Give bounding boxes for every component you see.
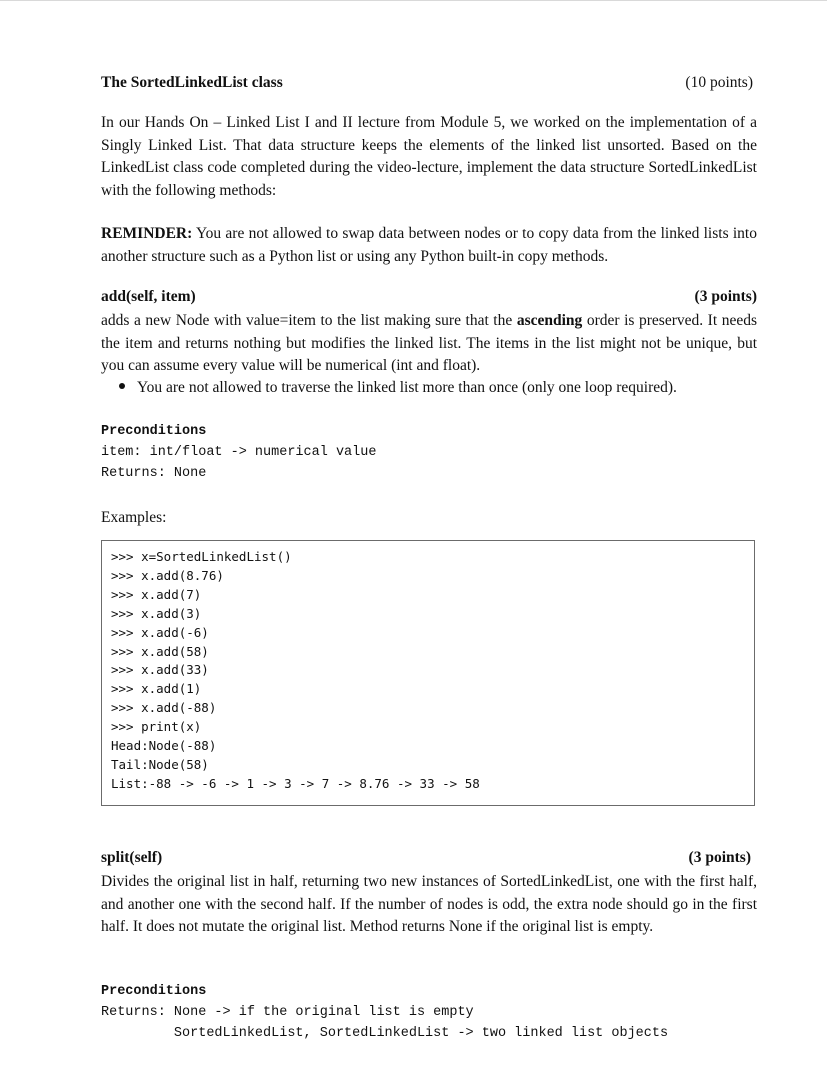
section-header: [101, 74, 757, 92]
code-line: >>> x=SortedLinkedList(): [111, 549, 292, 564]
code-example-box: [101, 540, 755, 806]
split-preconditions-title: Preconditions: [101, 984, 207, 999]
code-line: List:-88 -> -6 -> 1 -> 3 -> 7 -> 8.76 -> 33 -> 58: [111, 775, 480, 791]
add-preconditions: [101, 421, 757, 484]
section-points: (10 points): [685, 74, 753, 91]
reminder-paragraph: [101, 223, 757, 268]
add-description: [101, 310, 757, 378]
code-line: >>> x.add(33): [111, 662, 209, 678]
code-line: >>> x.add(-88): [111, 700, 217, 716]
code-line: >>> x.add(-6): [111, 624, 209, 640]
add-desc-part-1: adds a new Node with value=item to the list making sure that the: [101, 312, 517, 329]
add-description-block: [101, 310, 757, 378]
split-method-header: [101, 849, 757, 867]
code-line: >>> x.add(8.76): [111, 567, 224, 583]
code-line: Head:Node(-88): [111, 738, 217, 754]
code-line: >>> x.add(1): [111, 681, 202, 697]
examples-label-block: [101, 507, 757, 530]
add-bullet-text: You are not allowed to traverse the linked list more than once (only one loop required).: [137, 379, 677, 396]
split-precondition-line: Returns: None -> if the original list is empty: [101, 1005, 474, 1020]
examples-label: Examples:: [101, 509, 167, 526]
code-line: >>> x.add(58): [111, 643, 209, 659]
add-desc-bold: ascending: [516, 312, 583, 329]
reminder-text: You are not allowed to swap data between nodes or to copy data from the linked lists into another structure such as a Python list or using any Python built-in copy methods.: [101, 225, 757, 265]
add-precondition-line: Returns: None: [101, 466, 207, 481]
add-points: (3 points): [694, 288, 757, 305]
add-bullet-list: [101, 377, 757, 399]
code-line: Tail:Node(58): [111, 756, 209, 772]
reminder-block: [101, 223, 757, 268]
code-line: >>> x.add(3): [111, 605, 202, 621]
split-description: Divides the original list in half, returning two new instances of SortedLinkedList, one with the first half, and another one with the second half. If the number of nodes is odd, the extra node should go in the first half. It does not mutate the original list. Method returns None if the original list is empty.: [101, 873, 757, 935]
add-bullet-item: [101, 377, 757, 399]
add-signature: add(self, item): [101, 288, 196, 305]
intro-paragraph: In our Hands On – Linked List I and II lecture from Module 5, we worked on the implementation of a Singly Linked List. That data structure keeps the elements of the linked list unsorted. Based on the LinkedList class code completed during the video-lecture, implement the data structure SortedLinkedList with the following methods:: [101, 114, 757, 199]
code-line: >>> x.add(7): [111, 586, 202, 602]
section-title: The SortedLinkedList class: [101, 74, 283, 91]
split-preconditions: [101, 981, 757, 1044]
split-signature: split(self): [101, 849, 163, 866]
add-preconditions-title: Preconditions: [101, 424, 207, 439]
reminder-label: REMINDER:: [101, 225, 193, 242]
add-precondition-line: item: int/float -> numerical value: [101, 445, 377, 460]
code-line: >>> print(x): [111, 719, 202, 735]
split-description-block: [101, 871, 757, 939]
add-method-header: [101, 288, 757, 306]
split-precondition-line: SortedLinkedList, SortedLinkedList -> two linked list objects: [101, 1026, 669, 1041]
intro-paragraph-block: [101, 112, 757, 202]
split-points: (3 points): [688, 849, 751, 866]
add-desc-part-2: order is preserved. It needs the item and returns nothing but modifies the linked list. The items in the list might not be unique, but you can assume every value will be numerical (int and float).: [101, 312, 757, 374]
bullet-dot-icon: [119, 383, 125, 389]
top-border: [0, 0, 827, 1]
